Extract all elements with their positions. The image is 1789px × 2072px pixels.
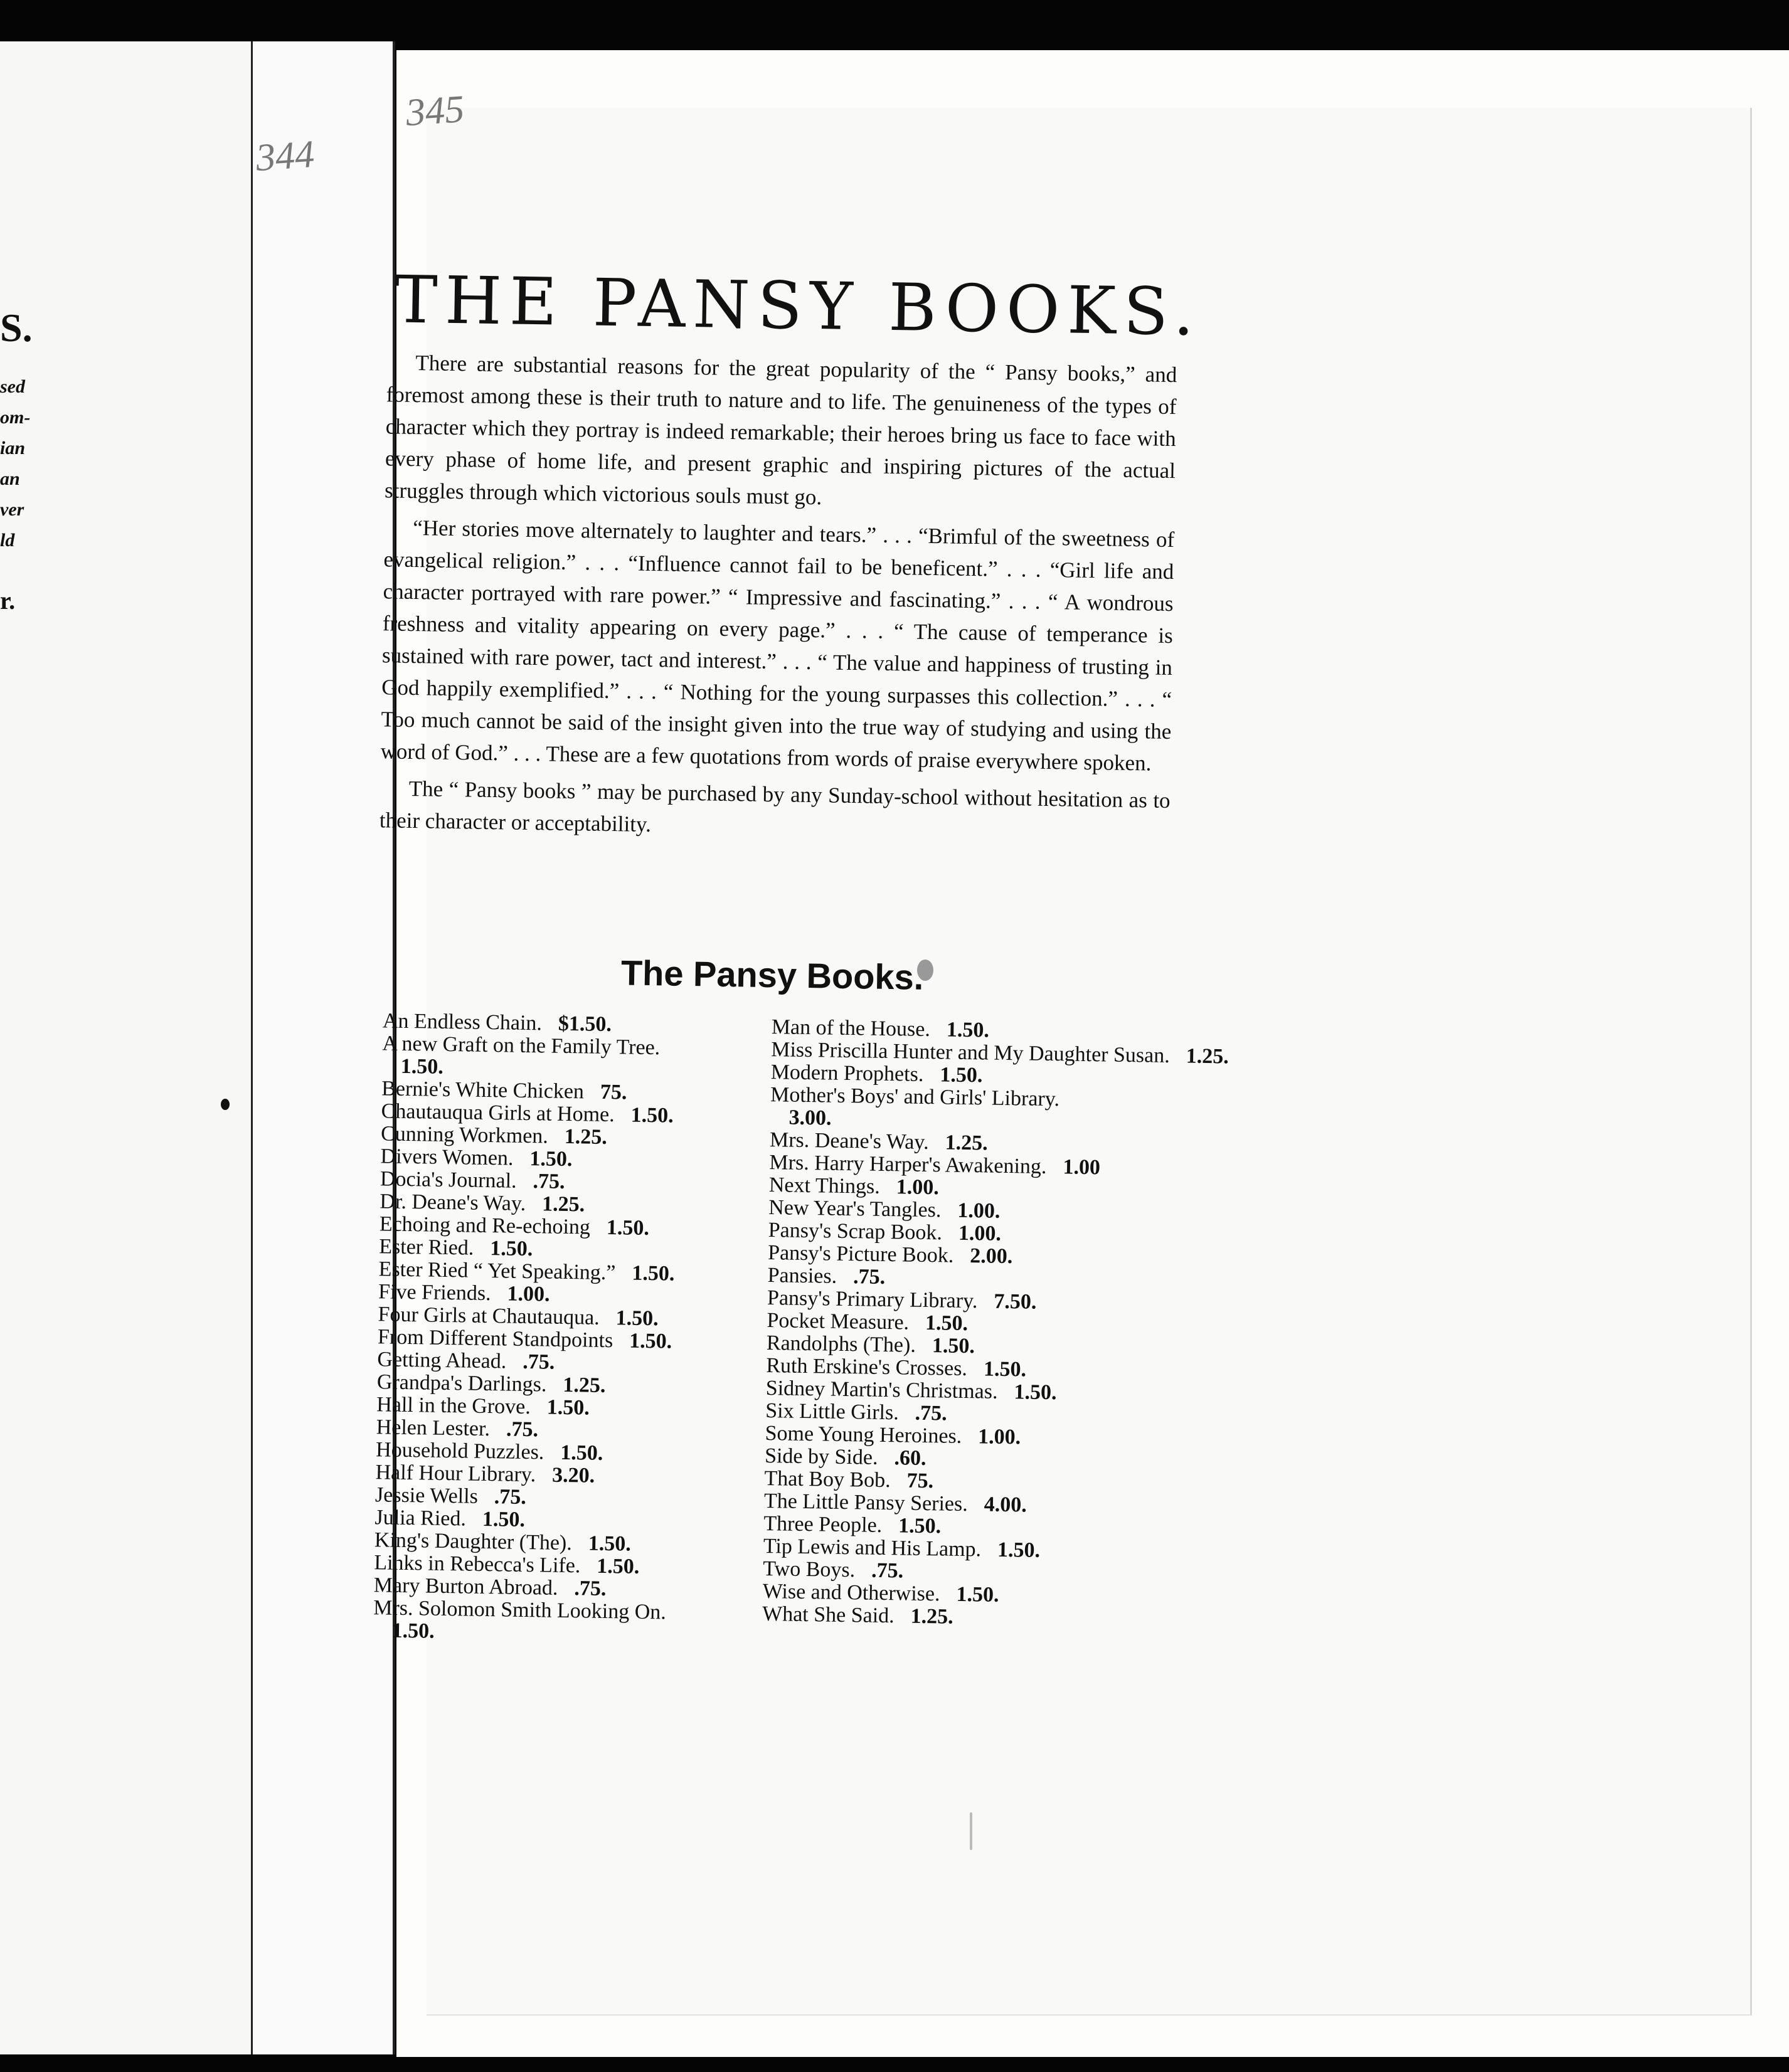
advertisement-content [268,219,1512,1932]
book-price: 1.50. [632,1261,675,1286]
book-price: .75. [871,1558,904,1583]
book-title: New Year's Tangles. [768,1196,942,1222]
book-price: 1.50. [898,1514,942,1538]
book-title: Pocket Measure. [767,1309,910,1335]
book-price: .75. [522,1350,555,1374]
book-price: 1.50. [400,1054,444,1079]
book-price: 1.25. [563,1373,606,1398]
page-title: THE PANSY BOOKS. [393,261,1202,351]
book-title: Next Things. [768,1173,881,1198]
book-price: 1.25. [1186,1044,1229,1069]
book-price: 1.00. [977,1425,1021,1449]
book-price: 2.00. [969,1244,1013,1269]
book-title: Side by Side. [764,1444,878,1469]
book-price: 3.00. [788,1106,832,1130]
book-title: Two Boys. [763,1557,856,1582]
book-title: Mother's Boys' and Girls' Library. [770,1083,1060,1111]
book-title: Ruth Erskine's Crosses. [766,1354,968,1381]
intro-paragraph: There are substantial reasons for the great popularity of the “ Pansy books,” and foremost among these is their truth to nature and to life. The genuineness of the types of character which they portray is indeed remarkable; their heroes bring us face to face with every phase of home life, and present graphic and inspiring pictures of the actual struggles through which victorious souls must go. [384,351,1177,510]
book-title: Three People. [763,1511,883,1537]
book-price: 75. [906,1469,934,1493]
book-price: 1.00. [896,1175,940,1200]
left-fragment: sed [0,376,25,397]
book-list-title: The Pansy Books. [620,953,924,997]
book-price: 1.25. [541,1192,585,1217]
book-price: 1.50. [946,1018,990,1042]
book-title: Half Hour Library. [375,1461,536,1487]
book-price: 1.50. [391,1619,435,1643]
book-title: Miss Priscilla Hunter and My Daughter Susan. [771,1038,1171,1068]
book-list-left-column [373,1010,784,1648]
book-title: Bernie's White Chicken [381,1077,585,1104]
book-title: What She Said. [762,1602,895,1628]
book-title: Pansy's Scrap Book. [768,1218,943,1245]
book-price: 1.25. [945,1131,988,1155]
book-price: 75. [600,1080,627,1104]
book-price: 1.50. [490,1237,533,1261]
book-price: 1.50. [482,1507,526,1532]
book-title: Modern Prophets. [770,1060,924,1086]
right-page-number: 345 [404,87,466,135]
book-title: Echoing and Re-echoing [379,1212,591,1239]
book-title: A new Graft on the Family Tree. [382,1032,661,1060]
book-price: .75. [915,1401,948,1425]
book-title: Four Girls at Chautauqua. [378,1303,600,1329]
book-title: Links in Rebecca's Life. [374,1551,581,1578]
book-title: Five Friends. [378,1280,491,1306]
left-fragment: ian [0,438,26,458]
book-title: Pansies. [767,1264,837,1288]
book-price: .75. [574,1577,607,1601]
book-price: 1.50. [606,1216,650,1240]
left-fragment: ver [0,499,24,520]
book-title: An Endless Chain. [382,1009,543,1035]
book-title: Docia's Journal. [380,1167,517,1193]
book-title: Wise and Otherwise. [762,1579,940,1606]
book-title: Mary Burton Abroad. [373,1573,558,1600]
book-price: 1.50. [1014,1380,1057,1405]
book-price: 1.50. [956,1582,999,1607]
book-title: Jessie Wells [374,1483,479,1508]
book-price: 1.50. [546,1395,590,1420]
book-price: .75. [533,1170,565,1193]
book-title: The Little Pansy Series. [763,1489,969,1516]
book-title: Mrs. Solomon Smith Looking On. [373,1596,667,1624]
left-fragment: om- [0,407,31,428]
book-title: Randolphs (The). [766,1331,916,1357]
book-price: 7.50. [994,1289,1037,1314]
book-title: Six Little Girls. [765,1399,900,1425]
book-title: Ester Ried. [379,1235,474,1260]
bullet-mark [221,1099,230,1110]
book-price: 1.25. [910,1604,953,1629]
book-price: 1.50. [588,1531,632,1556]
book-title: Hall in the Grove. [376,1393,531,1419]
book-title: Household Puzzles. [375,1438,544,1464]
book-price: .75. [506,1417,539,1442]
book-title: Ester Ried “ Yet Speaking.” [378,1257,616,1285]
book-title: Grandpa's Darlings. [376,1370,547,1397]
book-price: 1.00. [507,1282,550,1306]
book-price: .60. [894,1446,926,1471]
book-title: Julia Ried. [374,1506,467,1531]
book-title: Tip Lewis and His Lamp. [763,1534,982,1562]
left-page-number: 344 [254,132,316,180]
book-title: Chautauqua Girls at Home. [381,1099,615,1127]
intro-paragraph: The “ Pansy books ” may be purchased by any Sunday-school without hesitation as to their character or acceptability. [379,776,1171,837]
book-price: 1.00. [958,1221,1002,1245]
book-price: 1.50. [983,1357,1027,1382]
book-price: 1.50. [560,1440,603,1465]
left-fragment: ld [0,530,15,551]
book-price: 1.50. [630,1103,674,1128]
book-title: From Different Standpoints [377,1325,613,1353]
book-price: 1.50. [615,1306,659,1331]
book-title: That Boy Bob. [764,1467,891,1493]
book-price: .75. [494,1485,527,1509]
book-price: 1.50. [629,1329,672,1353]
book-title: Sidney Martin's Christmas. [765,1377,998,1403]
book-title: Divers Women. [380,1144,514,1170]
book-price: 1.25. [564,1124,608,1149]
book-price: 1.00. [957,1198,1001,1223]
book-price: 1.50. [940,1063,983,1087]
book-price: 1.50. [925,1311,969,1336]
book-price: 1.50. [997,1538,1041,1562]
book-title: Man of the House. [771,1015,931,1042]
intro-paragraph: “Her stories move alternately to laughter and tears.” . . . “Brimful of the sweetness of evangelical religion.” . . . “Influence cannot fail to be beneficent.” . . . “Girl life and character portrayed with rare power.” “ Impressive and fascinating.” . . . “ A wondrous freshness and vitality appearing on every page.” . . . “ The cause of temperance is sustained with rare power, tact and interest.” . . . “ The value and happiness of trusting in God happily exemplified.” . . . “ Nothing for the young surpasses this collection.” . . . “ Too much cannot be said of the insight given into the true way of studying and using the word of God.” . . . These are a few quotations from words of praise everywhere spoken. [380,515,1175,776]
book-title: Pansy's Picture Book. [767,1241,954,1267]
book-title: Pansy's Primary Library. [767,1286,978,1313]
book-price: 1.50. [529,1147,573,1171]
left-fragment: an [0,468,20,489]
intro-text [379,346,1177,854]
book-title: Dr. Deane's Way. [380,1190,526,1215]
book-title: Mrs. Harry Harper's Awakening. [769,1151,1047,1179]
left-fragment: r. [0,586,16,615]
book-title: Mrs. Deane's Way. [769,1128,929,1155]
book-price: 3.20. [551,1463,595,1488]
book-price: 1.00 [1063,1155,1101,1180]
book-title: Some Young Heroines. [765,1422,962,1448]
book-title: King's Daughter (The). [374,1528,573,1555]
book-title: Cunning Workmen. [380,1122,549,1148]
book-price: 1.50. [597,1554,640,1578]
book-price: $1.50. [558,1012,612,1037]
book-price: 4.00. [984,1493,1027,1517]
book-price: .75. [852,1265,886,1289]
book-price: 1.50. [932,1334,975,1358]
book-list-right-column [762,1015,1229,1632]
book-title: Getting Ahead. [377,1348,507,1373]
book-title: Helen Lester. [376,1415,491,1441]
left-fragment: S. [0,305,33,350]
